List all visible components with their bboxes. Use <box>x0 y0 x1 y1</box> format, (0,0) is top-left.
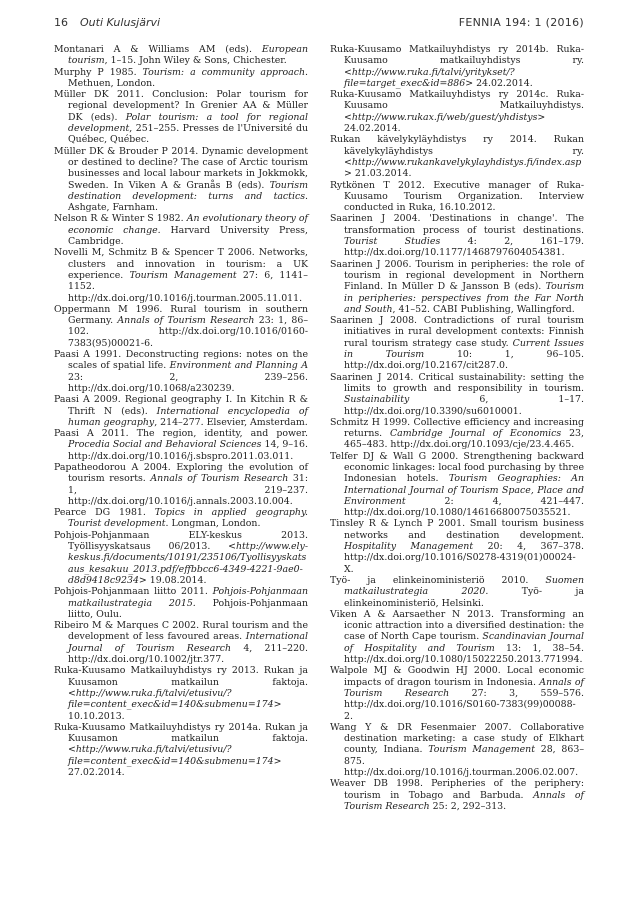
reference-entry <box>330 44 584 89</box>
reference-text: Pohjois-Pohjanmaan ELY-keskus 2013. Työllisyyskatsaus 06/2013. <box>54 529 308 553</box>
running-author: Outi Kulusjärvi <box>80 16 161 29</box>
reference-text: Paasi A 2009. Regional geography I. In Kitchin R & Thrift N (eds). <box>54 394 308 417</box>
reference-title-italic: <http://www.rukankavelykylayhdistys.fi/index.asp> <box>344 156 582 180</box>
running-header <box>54 16 584 32</box>
reference-title-italic: European tourism <box>68 44 308 67</box>
references-right-column <box>330 44 584 812</box>
reference-text: Müller DK & Brouder P 2014. Dynamic development or destined to decline? The case of Arctic tourism businesses and local labour markets in Jokkmokk, Sweden. In Viken A & Granås B (eds). <box>54 145 308 191</box>
reference-entry <box>54 146 308 214</box>
reference-text: Saarinen J 2014. Critical sustainability: setting the limits to growth and responsibility in tourism. <box>330 371 584 394</box>
reference-text: Paasi A 1991. Deconstructing regions: notes on the scales of spatial life. <box>54 349 308 372</box>
reference-title-italic: Tourism: a community approach. <box>142 66 309 78</box>
reference-title-italic: Annals of Tourism Research <box>117 315 255 327</box>
reference-text: Ruka-Kuusamo Matkailuyhdistys ry 2014b. Ruka-Kuusamo matkailuyhdistys ry. <box>330 44 584 67</box>
reference-details: 6, 1–17. http://dx.doi.org/10.3390/su6010001. <box>344 394 584 417</box>
reference-text: Rukan kävelykyläyhdistys ry 2014. Rukan kävelykyläyhdistys ry. <box>330 134 584 157</box>
reference-details: 23, 465–483. http://dx.doi.org/10.1093/cje/23.4.465. <box>344 428 585 451</box>
reference-details: 20: 4, 367–378. http://dx.doi.org/10.1016/S0278-4319(01)00024-X. <box>344 541 584 575</box>
reference-details: 10.10.2013. <box>68 710 125 722</box>
reference-title-italic: Procedia Social and Behavioral Sciences <box>68 439 262 451</box>
reference-entry <box>54 247 308 303</box>
reference-details: 23: 1, 86–102. http://dx.doi.org/10.1016/0160-7383(95)00021-6. <box>68 315 309 349</box>
references-left-column <box>54 44 308 778</box>
reference-entry <box>54 213 308 247</box>
reference-details: , 1–15. John Wiley & Sons, Chichester. <box>104 55 287 67</box>
reference-text: Saarinen J 2006. Tourism in peripheries: the role of tourism in regional development in Northern Finland. In Müller D & Jansson B (eds). <box>330 258 584 293</box>
reference-title-italic: Tourism Management <box>129 269 237 281</box>
reference-text: Telfer DJ & Wall G 2000. Strengthening backward economic linkages: local food purchasing by three Indonesian hotels. <box>330 450 584 485</box>
reference-entry <box>54 44 308 67</box>
reference-entry <box>54 530 308 586</box>
reference-title-italic: Scandinavian Journal of Hospitality and Tourism <box>344 631 584 654</box>
reference-text: Novelli M, Schmitz B & Spencer T 2006. Networks, clusters and innovation in tourism: a UK experience. <box>54 247 308 281</box>
reference-title-italic: Polar tourism: a tool for regional development <box>68 111 308 135</box>
reference-details: 27: 6, 1141–1152. http://dx.doi.org/10.1016/j.tourman.2005.11.011. <box>68 269 308 304</box>
reference-entry <box>330 451 584 519</box>
reference-title-italic: Suomen matkailustrategia 2020. <box>344 574 584 598</box>
journal-citation: FENNIA 194: 1 (2016) <box>458 16 584 29</box>
reference-title-italic: Tourism in peripheries: perspectives from the Far North and South <box>344 281 584 315</box>
reference-details: 4: 2, 161–179. http://dx.doi.org/10.1177/1468797604054381. <box>344 236 584 259</box>
reference-title-italic: Tourism Management <box>428 744 535 756</box>
reference-text: Ruka-Kuusamo Matkailuyhdistys ry 2013. Rukan ja Kuusamon matkailun faktoja. <box>54 665 308 688</box>
reference-details: . Ashgate, Farnham. <box>68 190 308 214</box>
reference-text: Tinsley R & Lynch P 2001. Small tourism business networks and destination development. <box>330 518 584 541</box>
reference-title-italic: International encyclopedia of human geography <box>68 405 308 428</box>
reference-text: Müller DK 2011. Conclusion: Polar tourism for regional development? In Grenier AA & Müller DK (eds). <box>54 89 308 123</box>
reference-text: Rytkönen T 2012. Executive manager of Ruka-Kuusamo Tourism Organization. Interview conducted in Ruka, 16.10.2012. <box>330 179 584 214</box>
reference-title-italic: <http://www.ruka.fi/talvi/yritykset/?file=target_exec&id=886> <box>344 66 515 89</box>
reference-text: Pohjois-Pohjanmaan liitto 2011. <box>54 586 213 598</box>
reference-entry <box>54 620 308 665</box>
reference-text: Oppermann M 1996. Rural tourism in southern Germany. <box>54 303 308 327</box>
reference-entry <box>330 722 584 778</box>
reference-entry <box>330 518 584 574</box>
reference-title-italic: Environment and Planning A <box>169 360 309 372</box>
reference-entry <box>330 89 584 134</box>
reference-entry <box>54 304 308 349</box>
reference-text: Ruka-Kuusamo Matkailuyhdistys ry 2014c. Ruka-Kuusamo Matkailuyhdistys. <box>330 89 584 112</box>
reference-text: Wang Y & DR Fesenmaier 2007. Collaborative destination marketing: a case study of Elkhart county, Indiana. <box>330 721 584 756</box>
page-number: 16 <box>54 16 68 29</box>
reference-title-italic: Annals of Tourism Research <box>150 473 289 485</box>
reference-title-italic: Topics in applied geography. Tourist development <box>68 507 308 530</box>
reference-title-italic: Annals of Tourism Research <box>344 789 584 812</box>
reference-title-italic: Current Issues in Tourism <box>344 337 584 361</box>
reference-entry <box>330 665 584 721</box>
reference-details: 24.02.2014. <box>473 77 533 89</box>
reference-details: 27.02.2014. <box>68 767 125 778</box>
reference-entry <box>54 507 308 530</box>
reference-title-italic: International Journal of Tourism Research <box>68 631 308 654</box>
reference-title-italic: Sustainability <box>344 394 410 406</box>
reference-entry <box>330 778 584 812</box>
reference-details: 25: 2, 292–313. <box>429 800 507 812</box>
reference-title-italic: Tourist Studies <box>344 236 441 248</box>
reference-entry <box>54 89 308 145</box>
reference-title-italic: An evolutionary theory of economic change <box>68 213 309 236</box>
reference-text: Montanari A & Williams AM (eds). <box>54 44 262 55</box>
reference-entry <box>330 259 584 315</box>
reference-text: Weaver DB 1998. Peripheries of the periphery: tourism in Tobago and Barbuda. <box>330 778 584 801</box>
reference-details: 24.02.2014. <box>344 123 401 135</box>
reference-entry <box>54 394 308 428</box>
reference-details: 2: 4, 421–447. http://dx.doi.org/10.1080/14616680075035521. <box>344 495 584 519</box>
reference-title-italic: Tourism Geographies: An International Journal of Tourism Space, Place and Environment <box>344 473 584 507</box>
reference-title-italic: Pohjois-Pohjanmaan matkailustrategia 2015. <box>68 586 308 609</box>
reference-details: 4, 211–220. http://dx.doi.org/10.1002/jtr.377. <box>68 642 308 666</box>
reference-text: Työ- ja elinkeinoministeriö 2010. <box>330 574 546 586</box>
reference-text: Schmitz H 1999. Collective efficiency and increasing returns. <box>330 416 584 440</box>
reference-text: Walpole MJ & Goodwin HJ 2000. Local economic impacts of dragon tourism in Indonesia. <box>330 665 584 688</box>
reference-entry <box>54 722 308 778</box>
reference-title-italic: <http://www.rukax.fi/web/guest/yhdistys> <box>344 111 546 123</box>
reference-text: Pearce DG 1981. <box>54 507 155 519</box>
reference-entry <box>54 428 308 462</box>
reference-details: 13: 1, 38–54. http://dx.doi.org/10.1080/15022250.2013.771994. <box>344 642 584 666</box>
reference-title-italic: Cambridge Journal of Economics <box>390 428 562 440</box>
reference-entry <box>330 575 584 609</box>
reference-title-italic: Tourism destination development: turns and tactics <box>68 179 308 202</box>
reference-details: 10: 1, 96–105. http://dx.doi.org/10.2167/cit287.0. <box>344 349 584 372</box>
reference-details: Työ- ja elinkeinoministeriö, Helsinki. <box>344 586 584 609</box>
reference-details: 14, 9–16. http://dx.doi.org/10.1016/j.sbspro.2011.03.011. <box>68 439 308 462</box>
reference-title-italic: Annals of Tourism Research <box>344 676 585 699</box>
reference-entry <box>330 315 584 371</box>
reference-details: Methuen, London. <box>68 77 156 89</box>
reference-text: Ruka-Kuusamo Matkailuyhdistys ry 2014a. Rukan ja Kuusamon matkailun faktoja. <box>54 721 308 745</box>
reference-details: . Longman, London. <box>165 518 261 530</box>
reference-title-italic: <http://www.ruka.fi/talvi/etusivu/?file=content_exec&id=140&submenu=174> <box>68 687 282 711</box>
reference-details: 31: 1, 219–237. http://dx.doi.org/10.1016/j.annals.2003.10.004. <box>68 473 308 507</box>
reference-entry <box>54 586 308 620</box>
reference-entry <box>54 349 308 394</box>
reference-details: 28, 863–875. http://dx.doi.org/10.1016/j.tourman.2006.02.007. <box>344 744 585 778</box>
reference-entry <box>330 213 584 258</box>
reference-details: . Harvard University Press, Cambridge. <box>68 224 308 248</box>
reference-text: Paasi A 2011. The region, identity, and power. <box>54 428 308 440</box>
reference-text: Viken A & Aarsaether N 2013. Transforming an iconic attraction into a diversified destination: the case of North Cape tourism. <box>330 608 584 643</box>
reference-details: 19.08.2014. <box>146 574 207 586</box>
reference-entry <box>54 462 308 507</box>
reference-details: 21.03.2014. <box>351 168 412 180</box>
reference-text: Ribeiro M & Marques C 2002. Rural tourism and the development of less favoured areas. <box>54 620 308 643</box>
reference-title-italic: Hospitality Management <box>344 541 474 553</box>
reference-entry <box>330 372 584 417</box>
reference-details: , 41–52. CABI Publishing, Wallingford. <box>392 303 575 315</box>
reference-text: Saarinen J 2004. 'Destinations in change'. The transformation process of tourist destinations. <box>330 213 584 236</box>
reference-text: Nelson R & Winter S 1982. <box>54 213 187 225</box>
reference-entry <box>330 134 584 179</box>
reference-text: Saarinen J 2008. Contradictions of rural tourism initiatives in rural development contexts: Finnish rural tourism strategy case study. <box>330 315 584 349</box>
reference-details: Pohjois-Pohjanmaan liitto, Oulu. <box>68 597 308 620</box>
reference-entry <box>330 417 584 451</box>
reference-title-italic: <http://www.ruka.fi/talvi/etusivu/?file=content_exec&id=140&submenu=174> <box>68 744 282 767</box>
reference-details: 27: 3, 559–576. http://dx.doi.org/10.1016/S0160-7383(99)00088-2. <box>344 687 584 722</box>
reference-entry <box>330 180 584 214</box>
reference-text: Papatheodorou A 2004. Exploring the evolution of tourism resorts. <box>54 461 308 485</box>
reference-details: , 251–255. Presses de l'Université du Québec, Québec. <box>68 123 308 146</box>
reference-entry <box>54 67 308 90</box>
reference-entry <box>54 665 308 721</box>
reference-title-italic: <http://www.ely-keskus.fi/documents/10191/235106/Tyollisyyskatsaus_kesakuu_2013.pdf/effbbcc6-4349-4221-9ae0-d8d9418c9234> <box>68 541 308 586</box>
reference-details: , 214–277. Elsevier, Amsterdam. <box>154 416 308 428</box>
reference-text: Murphy P 1985. <box>54 66 143 78</box>
reference-details: 23: 2, 239–256. http://dx.doi.org/10.1068/a230239. <box>68 371 308 394</box>
reference-entry <box>330 609 584 665</box>
